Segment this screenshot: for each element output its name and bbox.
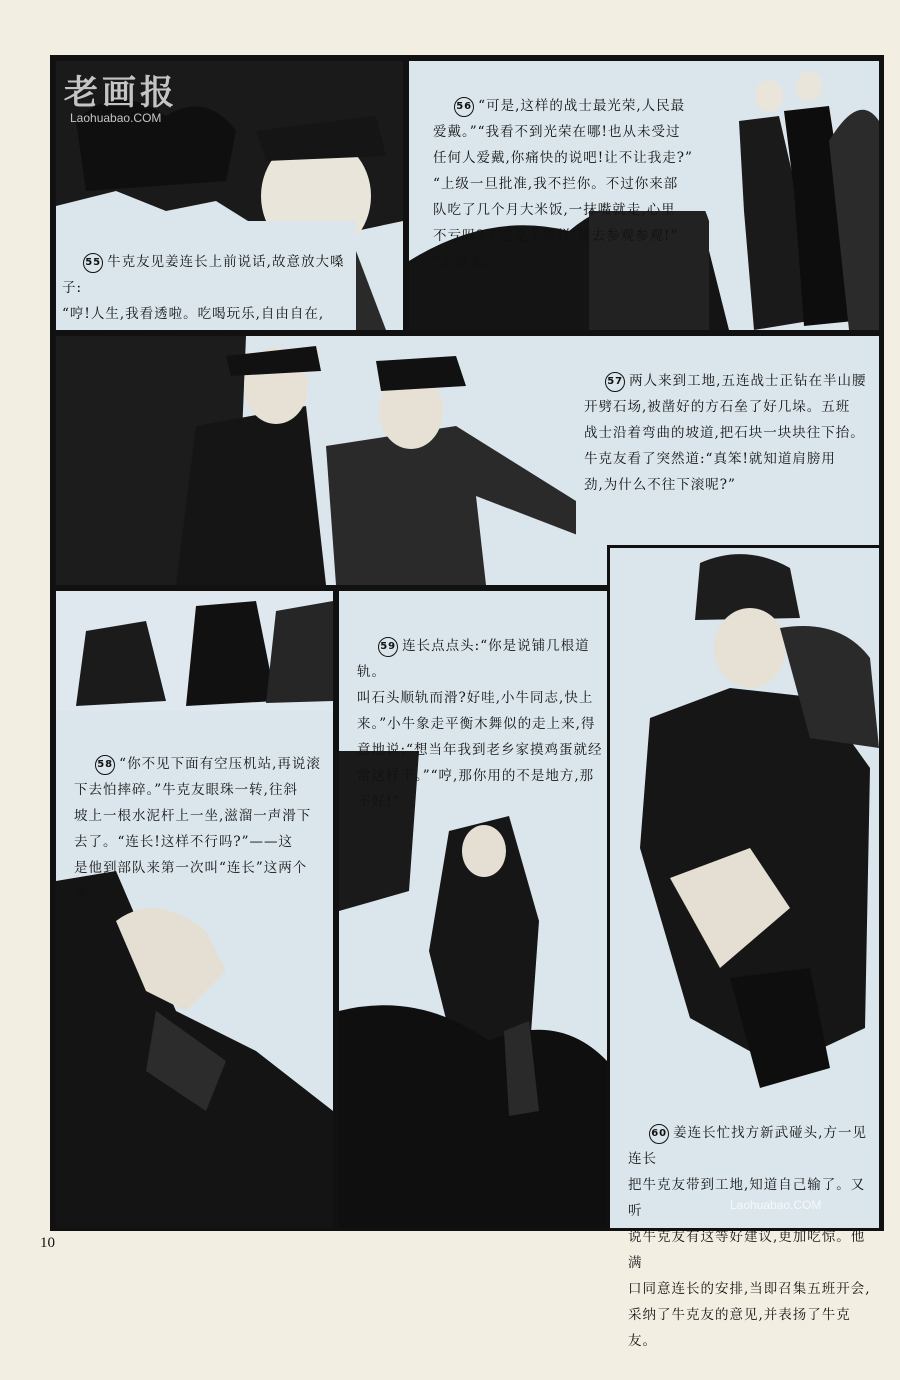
caption-number-59: 59	[378, 637, 398, 657]
caption-text-59: 连长点点头:“你是说铺几根道轨。 叫石头顺轨而滑?好哇,小牛同志,快上 来。”小牛象走平衡木舞似的走上来,得 意地说:“想当年我到老乡家摸鸡蛋就经 常这样干。”“哼,那你用的不是地方,那 不好!”	[357, 638, 603, 810]
page-number: 10	[40, 1235, 55, 1251]
caption-text-60: 姜连长忙找方新武碰头,方一见连长 把牛克友带到工地,知道自己输了。又听 说牛克友有这等好建议,更加吃惊。他满 口同意连长的安排,当即召集五班开会, 采纳了牛克友的意见,并表扬了牛克友。	[628, 1125, 871, 1349]
caption-59	[357, 607, 605, 841]
caption-text-55: 牛克友见姜连长上前说话,故意放大嗓子: “哼!人生,我看透啦。吃喝玩乐,自由自在,	[62, 254, 345, 322]
caption-number-55: 55	[83, 253, 103, 273]
watermark-bottom-url: Laohuabao.COM	[730, 1198, 822, 1212]
watermark-logo: 老画报	[64, 74, 178, 112]
caption-text-56: “可是,这样的战士最光荣,人民最 爱戴。”“我看不到光荣在哪!也从未受过 任何人爱戴,你痛快的说吧!让不让我走?” “上级一旦批准,我不拦你。不过你来部 队吃了几个月大米饭,一抹嘴就走,心里 不亏吗?工地是个啥样,该去参观参观!” “去就去。”	[433, 98, 693, 270]
caption-number-57: 57	[605, 372, 625, 392]
caption-number-58: 58	[95, 755, 115, 775]
caption-56	[433, 67, 733, 301]
caption-text-58: “你不见下面有空压机站,再说滚 下去怕摔碎。”牛克友眼珠一转,往斜 坡上一根水泥杆上一坐,滋溜一声滑下 去了。“连长!这样不行吗?”——这 是他到部队来第一次叫“连长”这两个 字。	[74, 756, 321, 902]
caption-number-60: 60	[649, 1124, 669, 1144]
panel-60	[607, 545, 882, 1349]
panel-59	[336, 588, 610, 1231]
caption-58	[74, 725, 329, 933]
watermark-url: Laohuabao.COM	[70, 111, 162, 125]
panel-56	[406, 58, 882, 333]
panel-58	[53, 588, 336, 1231]
caption-number-56: 56	[454, 97, 474, 117]
caption-60	[628, 1094, 878, 1380]
caption-text-57: 两人来到工地,五连战士正钻在半山腰 开劈石场,被凿好的方石垒了好几垛。五班 战士沿着弯曲的坡道,把石块一块块往下抬。 牛克友看了突然道:“真笨!就知道肩膀用 劲,为什么不往下滚呢?”	[584, 373, 867, 493]
panel-55	[53, 58, 406, 333]
caption-57	[584, 342, 874, 524]
